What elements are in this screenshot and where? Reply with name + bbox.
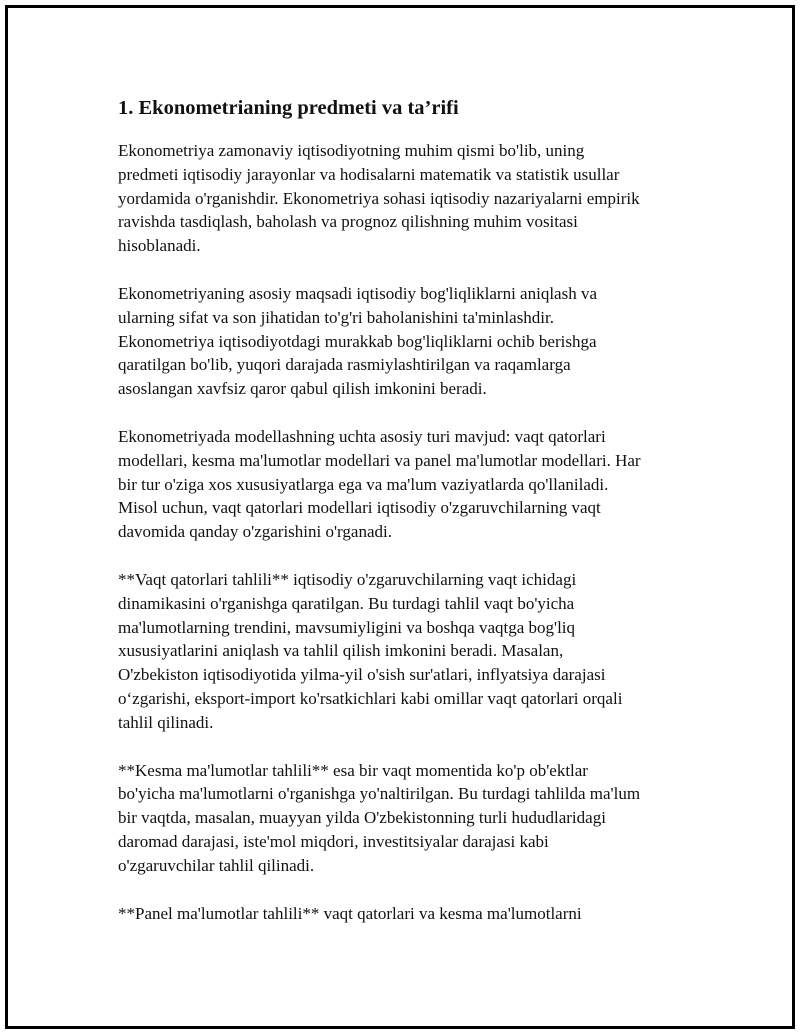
text-line: **Vaqt qatorlari tahlili** iqtisodiy o'zgaruvchilarning vaqt ichidagi (118, 569, 577, 589)
paragraph-goal (118, 282, 693, 401)
text-line: predmeti iqtisodiy jarayonlar va hodisalarni matematik va statistik usullar (118, 164, 620, 184)
text-line: asoslangan xavfsiz qaror qabul qilish imkonini beradi. (118, 379, 487, 399)
text-line: Misol uchun, vaqt qatorlari modellari iqtisodiy o'zgaruvchilarning vaqt (118, 498, 601, 518)
text-line: ravishda tasdiqlash, baholash va prognoz qilishning muhim vositasi (118, 212, 578, 232)
text-line: **Kesma ma'lumotlar tahlili** esa bir vaqt momentida ko'p ob'ektlar (118, 760, 588, 780)
text-line: o‘zgarishi, eksport-import ko'rsatkichlari kabi omillar vaqt qatorlari orqali (118, 688, 623, 708)
text-line: O'zbekiston iqtisodiyotida yilma-yil o'sish sur'atlari, inflyatsiya darajasi (118, 665, 606, 685)
text-line: davomida qanday o'zgarishini o'rganadi. (118, 522, 392, 542)
document-body (118, 93, 693, 949)
paragraph-panel-data (118, 902, 693, 926)
paragraph-time-series (118, 568, 693, 735)
text-line: ma'lumotlarning trendini, mavsumiyligini va boshqa vaqtga bog'liq (118, 617, 576, 637)
text-line: o'zgaruvchilar tahlil qilinadi. (118, 855, 315, 875)
text-line: tahlil qilinadi. (118, 712, 214, 732)
text-line: dinamikasini o'rganishga qaratilgan. Bu turdagi tahlil vaqt bo'yicha (118, 593, 575, 613)
paragraph-model-types (118, 425, 693, 544)
text-line: bir vaqtda, masalan, muayyan yilda O'zbekistonning turli hududlaridagi (118, 808, 606, 828)
text-line: modellari, kesma ma'lumotlar modellari va panel ma'lumotlar modellari. Har (118, 450, 641, 470)
text-line: bir tur o'ziga xos xususiyatlarga ega va ma'lum vaziyatlarda qo'llaniladi. (118, 474, 609, 494)
text-line: ularning sifat va son jihatidan to'g'ri baholanishini ta'minlashdir. (118, 307, 555, 327)
text-line: qaratilgan bo'lib, yuqori darajada rasmiylashtirilgan va raqamlarga (118, 355, 571, 375)
text-line: **Panel ma'lumotlar tahlili** vaqt qatorlari va kesma ma'lumotlarni (118, 903, 582, 923)
section-heading: 1. Ekonometrianing predmeti va ta’rifi (118, 97, 459, 119)
text-line: xususiyatlarini aniqlash va tahlil qilish imkonini beradi. Masalan, (118, 641, 564, 661)
text-line: hisoblanadi. (118, 236, 201, 256)
text-line: Ekonometriya zamonaviy iqtisodiyotning muhim qismi bo'lib, uning (118, 141, 585, 160)
text-line: yordamida o'rganishdir. Ekonometriya sohasi iqtisodiy nazariyalarni empirik (118, 188, 640, 208)
text-line: bo'yicha ma'lumotlarni o'rganishga yo'naltirilgan. Bu turdagi tahlilda ma'lum (118, 784, 641, 804)
paragraph-cross-section (118, 759, 693, 878)
text-line: Ekonometriyaning asosiy maqsadi iqtisodiy bog'liqliklarni aniqlash va (118, 283, 597, 303)
paragraph-definition (118, 139, 693, 258)
text-line: Ekonometriya iqtisodiyotdagi murakkab bog'liqliklarni ochib berishga (118, 331, 597, 351)
text-line: daromad darajasi, iste'mol miqdori, investitsiyalar darajasi kabi (118, 831, 549, 851)
text-line: Ekonometriyada modellashning uchta asosiy turi mavjud: vaqt qatorlari (118, 426, 606, 446)
